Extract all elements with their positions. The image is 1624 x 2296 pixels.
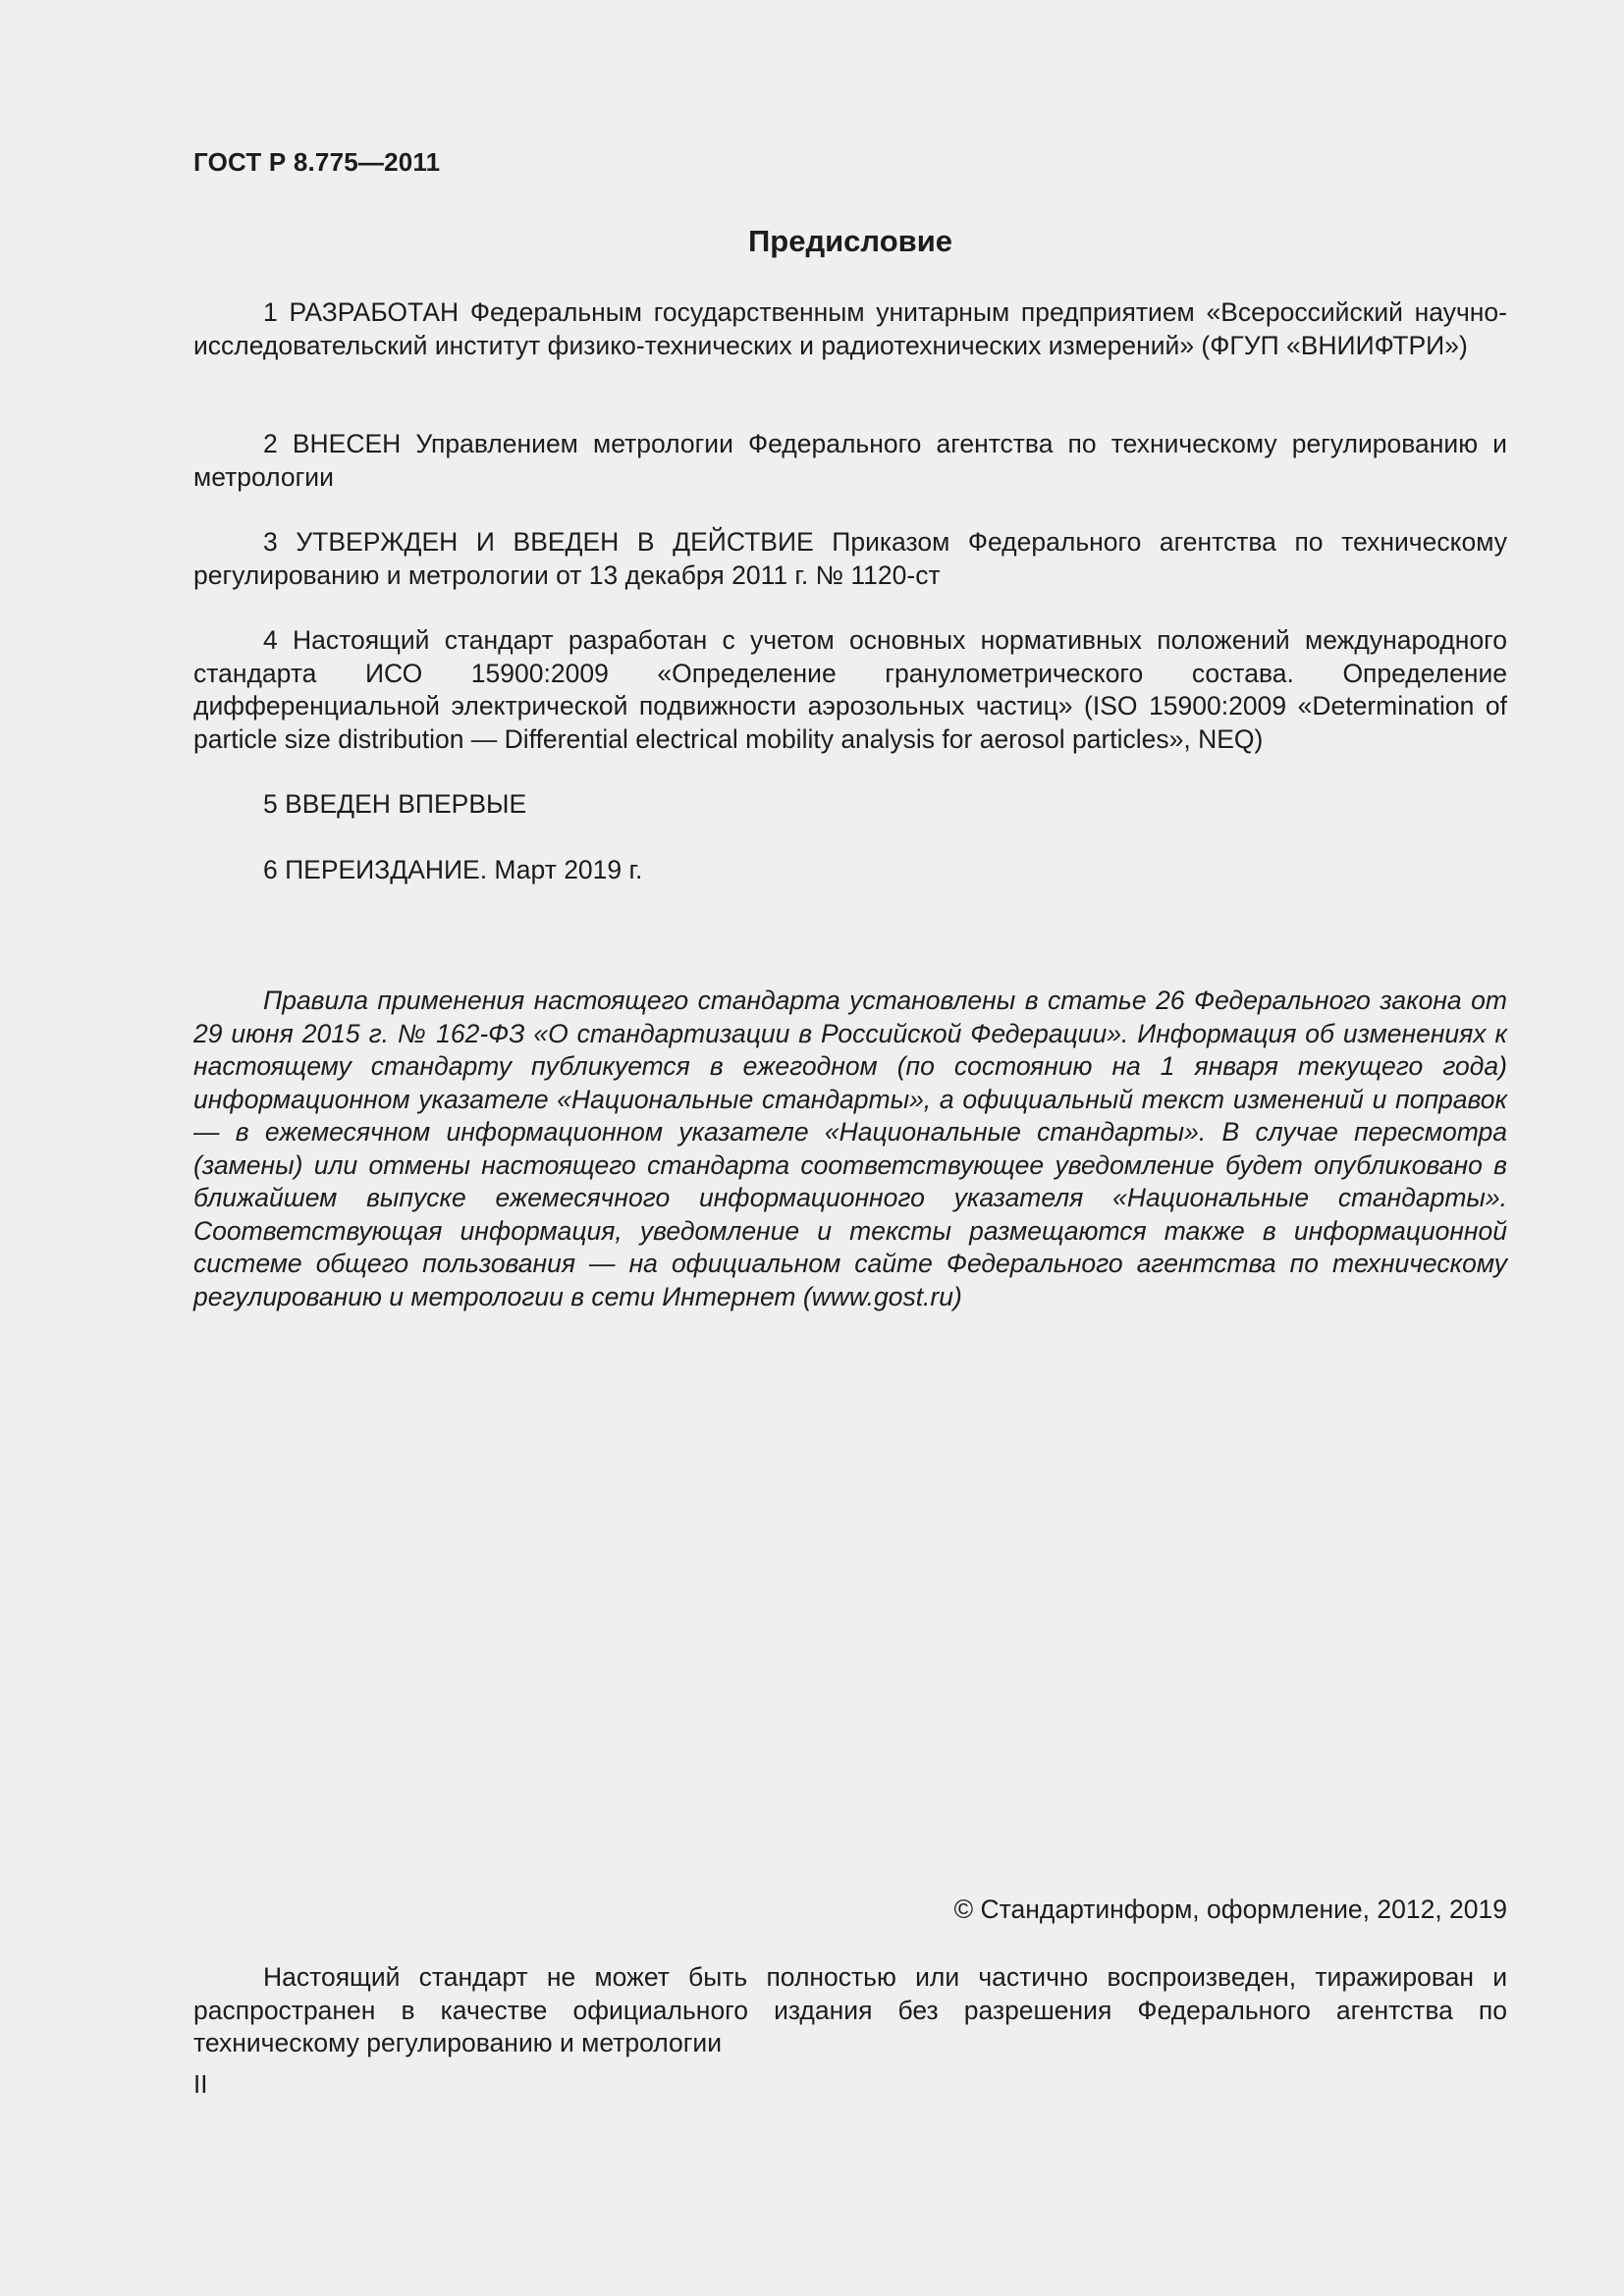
foreword-item-5: 5 ВВЕДЕН ВПЕРВЫЕ xyxy=(263,789,527,819)
foreword-item-6: 6 ПЕРЕИЗДАНИЕ. Март 2019 г. xyxy=(263,855,643,884)
rules-notice: Правила применения настоящего стандарта установлены в статье 26 Федерального закона от 29 июня 2015 г. № 162-ФЗ «О стандартизации в Российской Федерации». Информация об изменениях к настоящему стандарту публикуется в ежегодном (по состоянию на 1 января текущего года) информационном указателе «Национальные стандарты», а официальный текст изменений и поправок — в ежемесячном информационном указателе «Национальные стандарты». В случае пересмотра (замены) или отмены настоящего стандарта соответствующее уведомление будет опубликовано в ближайшем выпуске ежемесячного информационного указателя «Национальные стандарты». Соответствующая информация, уведомление и тексты размещаются также в информационной системе общего пользования — на официальном сайте Федерального агентства по техническому регулированию и метрологии в сети Интернет (www.gost.ru) xyxy=(193,986,1507,1311)
copyright-notice: © Стандартинформ, оформление, 2012, 2019 xyxy=(953,1895,1507,1924)
foreword-item-4: 4 Настоящий стандарт разработан с учетом основных нормативных положений международного стандарта ИСО 15900:2009 «Определение гранулометрического состава. Определение дифференциальной электрической подвижности аэрозольных частиц» (ISO 15900:2009 «Determination of particle size distribution — Differential electrical mobility analysis for aerosol particles», NEQ) xyxy=(193,625,1507,754)
document-code: ГОСТ Р 8.775—2011 xyxy=(193,147,441,177)
foreword-item-1: 1 РАЗРАБОТАН Федеральным государственным унитарным предприятием «Всероссийский научно-исследовательский институт физико-технических и радиотехнических измерений» (ФГУП «ВНИИФТРИ») xyxy=(193,297,1507,360)
foreword-item-2: 2 ВНЕСЕН Управлением метрологии Федерального агентства по техническому регулированию и метрологии xyxy=(193,429,1507,492)
foreword-item-3: 3 УТВЕРЖДЕН И ВВЕДЕН В ДЕЙСТВИЕ Приказом Федерального агентства по техническому регулированию и метрологии от 13 декабря 2011 г. № 1120-ст xyxy=(193,527,1507,590)
page-number: II xyxy=(193,2069,208,2099)
reproduction-notice: Настоящий стандарт не может быть полностью или частично воспроизведен, тиражирован и распространен в качестве официального издания без разрешения Федерального агентства по техническому регулированию и метрологии xyxy=(193,1962,1507,2057)
foreword-title: Предисловие xyxy=(747,224,952,258)
